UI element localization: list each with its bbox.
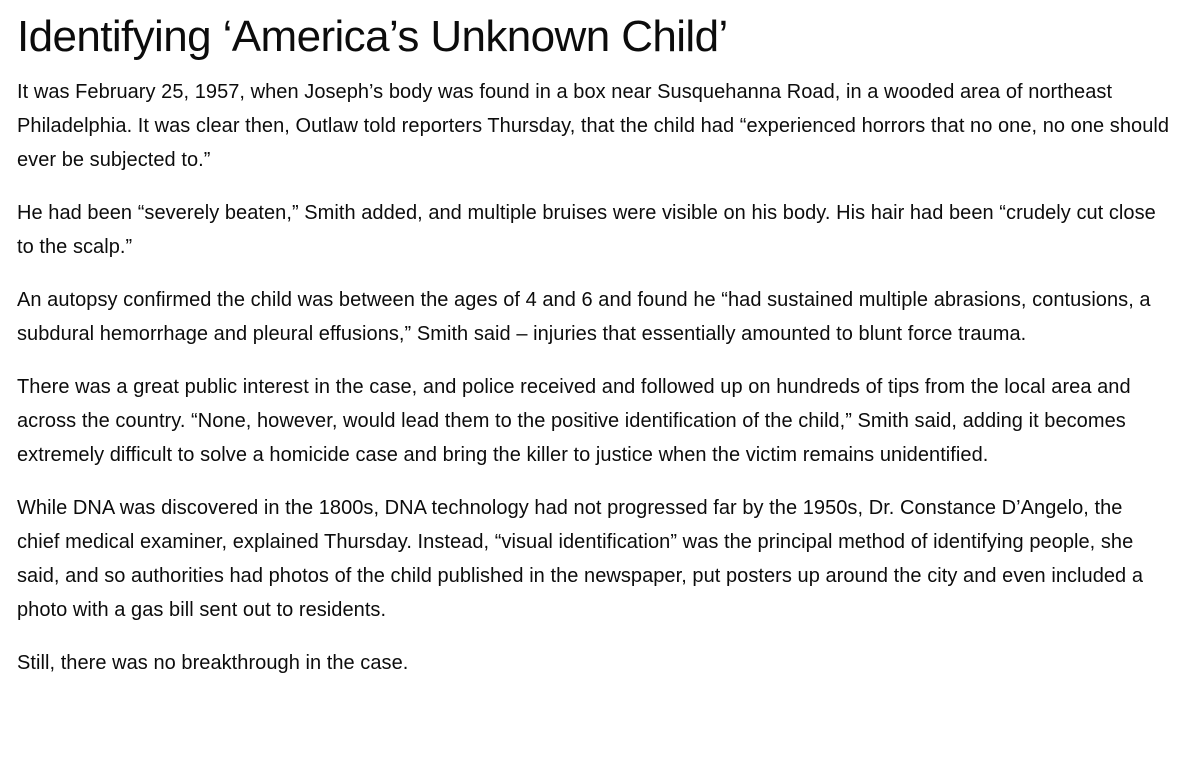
article-paragraph-1: It was February 25, 1957, when Joseph’s body was found in a box near Susquehanna Road, in a wooded area of northeast Philadelphia. It was clear then, Outlaw told reporters Thursday, that the child had “experienced horrors that no one, no one should ever be subjected to.” <box>17 81 1170 171</box>
article-paragraph-2: He had been “severely beaten,” Smith added, and multiple bruises were visible on his body. His hair had been “crudely cut close to the scalp.” <box>17 202 1156 258</box>
article-paragraph-3: An autopsy confirmed the child was between the ages of 4 and 6 and found he “had sustained multiple abrasions, contusions, a subdural hemorrhage and pleural effusions,” Smith said – injuries that essentially amounted to blunt force trauma. <box>17 289 1151 345</box>
article-paragraph-4: There was a great public interest in the case, and police received and followed up on hundreds of tips from the local area and across the country. “None, however, would lead them to the positive identification of the child,” Smith said, adding it becomes extremely difficult to solve a homicide case and bring the killer to justice when the victim remains unidentified. <box>17 376 1131 466</box>
article-headline: Identifying ‘America’s Unknown Child’ <box>17 12 728 61</box>
article-paragraph-5: While DNA was discovered in the 1800s, DNA technology had not progressed far by the 1950s, Dr. Constance D’Angelo, the chief medical examiner, explained Thursday. Instead, “visual identification” was the principal method of identifying people, she said, and so authorities had photos of the child published in the newspaper, put posters up around the city and even included a photo with a gas bill sent out to residents. <box>17 497 1144 621</box>
article-paragraph-6: Still, there was no breakthrough in the case. <box>17 652 409 674</box>
